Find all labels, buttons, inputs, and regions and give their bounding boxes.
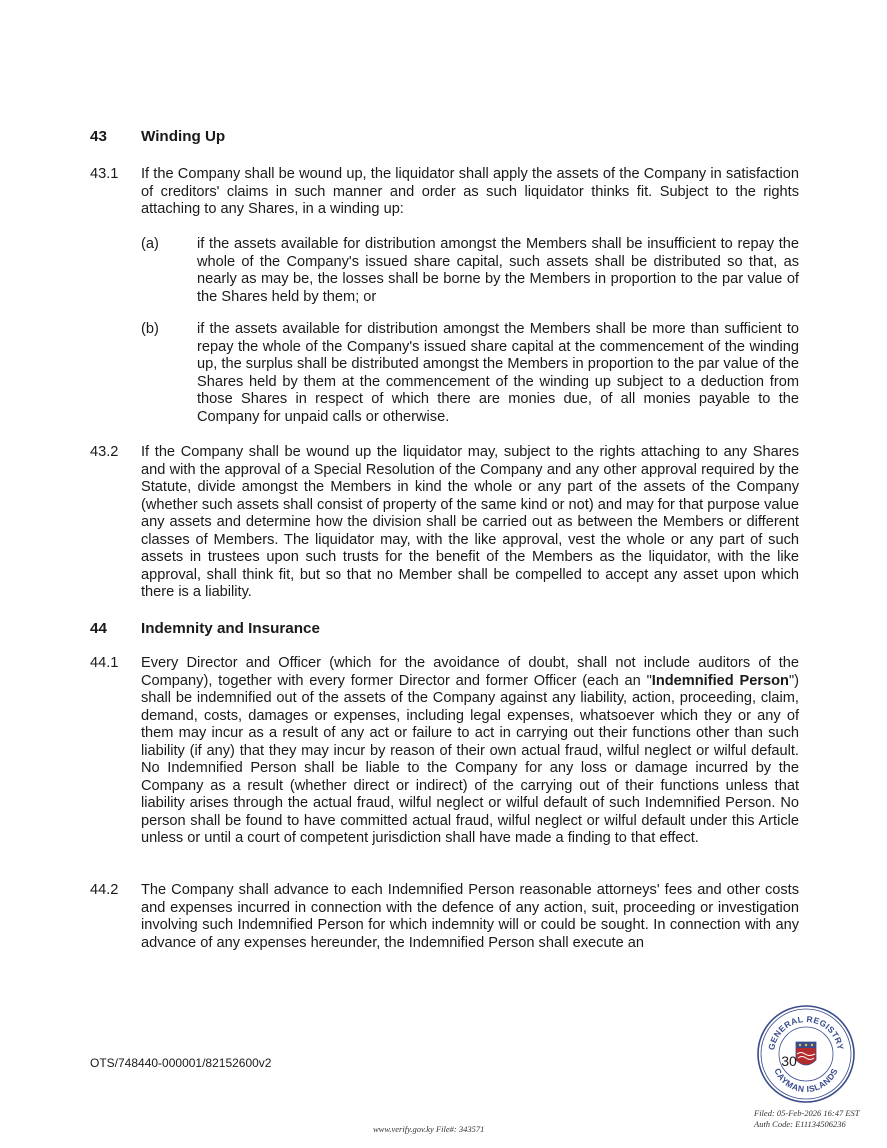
clause-number: 43.2 (90, 444, 119, 460)
filed-date: Filed: 05-Feb-2026 16:47 EST (754, 1108, 860, 1118)
clause-number: 43.1 (90, 166, 119, 182)
clause-text: If the Company shall be wound up the liquidator may, subject to the rights attaching to any Shares and with the approval of a Special Resolution of the Company and any other approval required by the Statute, divide amongst the Members in kind the whole or any part of the assets of the Company (whether such assets shall consist of property of the same kind or not) and may for that purpose value any assets and determine how the division shall be carried out as between the Members or different classes of Members. The liquidator may, with the like approval, vest the whole or any part of such assets in trustees upon such trusts for the benefit of the Members as the liquidator, with the like approval, shall think fit, but so that no Member shall be compelled to accept any asset upon which there is a liability. (141, 444, 799, 600)
seal-bottom-text: CAYMAN ISLANDS (772, 1066, 840, 1095)
clause-text-start: Every Director and Officer (which for the avoidance of doubt, shall not include auditors of the Company), together with every former Director and former Officer (each an " (141, 655, 799, 689)
seal-top-text: GENERAL REGISTRY (766, 1013, 846, 1051)
clause-text: The Company shall advance to each Indemnified Person reasonable attorneys' fees and other costs and expenses incurred in connection with the defence of any action, suit, proceeding or investigation involving such Indemnified Person for which indemnity will or could be sought. In connection with any advance of any expenses hereunder, the Indemnified Person shall execute an (141, 882, 799, 951)
section-44-heading (90, 620, 320, 638)
subclause-text: if the assets available for distribution amongst the Members shall be more than sufficient to repay the whole of the Company's issued share capital at the commencement of the winding up, the surplus shall be distributed amongst the Members in proportion to the par value of the Shares held by them at the commencement of the winding up subject to a deduction from those Shares in respect of which there are monies due, of all monies payable to the Company for unpaid calls or otherwise. (197, 321, 799, 425)
clause-number: 44.1 (90, 655, 119, 671)
clause-text: If the Company shall be wound up, the liquidator shall apply the assets of the Company in satisfaction of creditors' claims in such manner and order as such liquidator thinks fit. Subject to the rights attaching to any Shares, in a winding up: (141, 166, 799, 217)
subclause-text: if the assets available for distribution amongst the Members shall be insufficient to repay the whole of the Company's issued share capital, such assets shall be distributed so that, as nearly as may be, the losses shall be borne by the Members in proportion to the par value of the Shares held by them; or (197, 236, 799, 305)
clause-43-2 (90, 444, 799, 602)
subclause-43-1-a (141, 236, 799, 306)
subclause-label: (b) (141, 321, 159, 337)
section-number: 44 (90, 620, 107, 637)
section-title: Winding Up (141, 128, 226, 145)
defined-term: Indemnified Person (651, 672, 789, 689)
section-number: 43 (90, 128, 107, 145)
subclause-43-1-b (141, 321, 799, 426)
section-43-heading (90, 128, 225, 146)
registry-seal-icon (756, 1004, 856, 1104)
verify-footer: www.verify.gov.ky File#: 343571 (373, 1124, 485, 1134)
auth-code: Auth Code: E11134506236 (754, 1119, 846, 1129)
clause-text (141, 655, 799, 848)
clause-44-1 (90, 655, 799, 848)
document-reference: OTS/748440-000001/82152600v2 (90, 1056, 272, 1070)
clause-text-end: ") shall be indemnified out of the assets of the Company against any liability, action, proceeding, claim, demand, costs, damages or expenses, including legal expenses, whatsoever which they or any of them may incur as a result of any act or failure to act in carrying out their functions other than such liability (if any) that they may incur by reason of their own actual fraud, wilful neglect or wilful default. No Indemnified Person shall be liable to the Company for any loss or damage incurred by the Company as a result (whether direct or indirect) of the carrying out of their functions unless that liability arises through the actual fraud, wilful neglect or wilful default of such Indemnified Person. No person shall be found to have committed actual fraud, wilful neglect or wilful default under this Article unless or until a court of competent jurisdiction shall have made a finding to that effect. (141, 672, 799, 846)
filing-stamp (754, 1108, 860, 1130)
clause-number: 44.2 (90, 882, 119, 898)
clause-43-1 (90, 166, 799, 219)
section-title: Indemnity and Insurance (141, 620, 320, 637)
clause-44-2 (90, 882, 799, 952)
page-number: 30 (781, 1053, 797, 1069)
subclause-label: (a) (141, 236, 159, 252)
